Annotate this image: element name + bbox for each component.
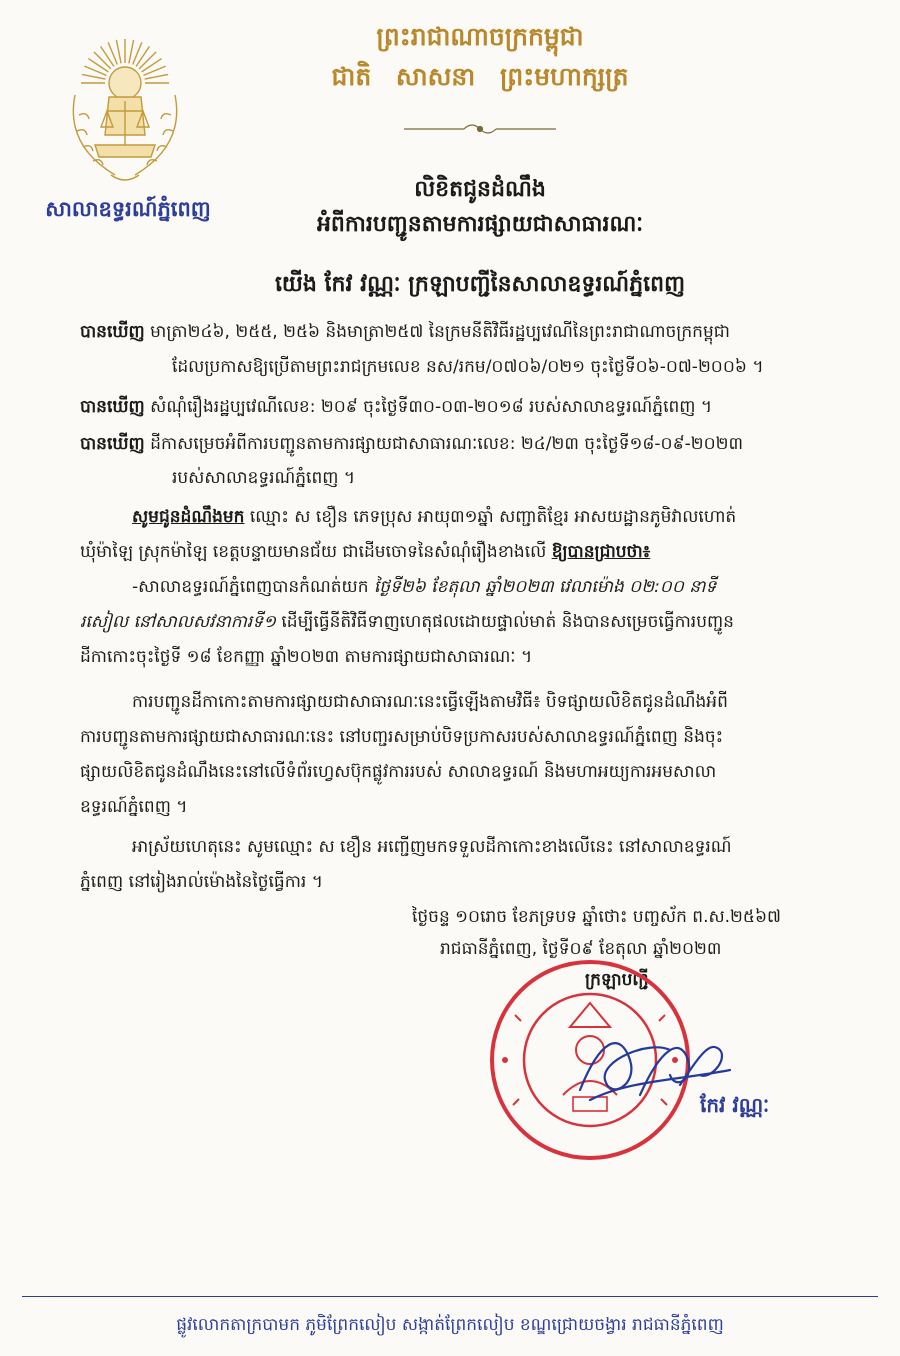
- seen-clause-1: [80, 320, 730, 344]
- document-subtitle: អំពីការបញ្ជូនតាមការផ្សាយជាសាធារណៈ: [316, 212, 644, 237]
- emblem-ray: [129, 40, 134, 64]
- method-line3: ផ្សាយលិខិតជូនដំណឹងនេះនៅលើទំព័រហ្វេសប៊ុកផ្លូវការរបស់ សាលាឧទ្ធរណ៍ និងមហាអយ្យការអមសាលា: [80, 762, 717, 782]
- signer-name: កែវ វណ្ណៈ: [700, 1093, 770, 1117]
- ornament-divider-icon: [400, 118, 560, 140]
- emblem-ray: [84, 66, 106, 75]
- seen-text: មាត្រា២៤៦, ២៥៥, ២៥៦ និងមាត្រា២៥៧ នៃក្រមនីតិវិធីរដ្ឋប្បវេណីនៃព្រះរាជាណាចក្រកម្ពុជា: [144, 322, 730, 342]
- emblem-ray: [133, 42, 142, 64]
- footer-divider: [22, 1296, 878, 1297]
- seen-text: សំណុំរឿងរដ្ឋប្បវេណីលេខ: ២០៩ ចុះថ្ងៃទី៣០-០៣-២០១៨ របស់សាលាឧទ្ធរណ៍ភ្នំពេញ ។: [144, 397, 713, 417]
- emblem-ray: [94, 52, 111, 69]
- notice-text: ឈ្មោះ ស ខឿន ភេទប្រុស អាយុ៣១ឆ្នាំ សញ្ជាតិខ្មែរ អាសយដ្ឋានភូមិវាលហោត់: [244, 507, 737, 527]
- notice-label: សូមជូនដំណឹងមក: [132, 507, 245, 527]
- document-title: លិខិតជូនដំណឹង: [414, 177, 546, 202]
- emblem-ray: [82, 74, 106, 79]
- seen-label: បានឃើញ: [80, 434, 145, 454]
- seen-label: បានឃើញ: [80, 397, 145, 417]
- decision-line1: [132, 575, 716, 599]
- notice-paragraph-line2: [80, 540, 650, 564]
- method-line1: ការបញ្ជូនដីកាកោះតាមការផ្សាយជាសាធារណៈនេះធ្វើឡើងតាមវិធី៖ បិទផ្សាយលិខិតជូនដំណឹងអំពី: [132, 692, 728, 712]
- court-emblem-icon: [55, 35, 195, 195]
- seen-clause-3-cont: របស់សាលាឧទ្ធរណ៍ភ្នំពេញ ។: [172, 468, 356, 488]
- emblem-ray: [142, 59, 162, 72]
- kingdom-heading: ព្រះរាជាណាចក្រកម្ពុជា: [376, 22, 584, 51]
- decision-line3: ដីកាកោះចុះថ្ងៃទី ១៨ ខែកញ្ញា ឆ្នាំ២០២៣ តាមការផ្សាយជាសាធារណៈ ។: [80, 647, 533, 667]
- emblem-ray: [108, 42, 117, 64]
- emblem-ray: [101, 46, 114, 66]
- seen-clause-3: [80, 432, 743, 456]
- seen-label: បានឃើញ: [80, 322, 145, 342]
- closing-line2: ភ្នំពេញ នៅរៀងរាល់ម៉ោងនៃថ្ងៃធ្វើការ ។: [80, 872, 323, 892]
- footer-address: ផ្លូវលោកតាក្របាមក ភូមិព្រែកលៀប សង្កាត់ព្រែកលៀប ខណ្ឌជ្រោយចង្វារ រាជធានីភ្នំពេញ: [176, 1315, 724, 1335]
- signer-title: ក្រឡាបញ្ជី: [585, 970, 649, 990]
- seen-clause-2: [80, 395, 712, 419]
- decision-text: ដើម្បីធ្វើនីតិវិធីទាញហេតុផលដោយផ្ទាល់មាត់ និងបានសម្រេចធ្វើការបញ្ជូន: [276, 612, 734, 632]
- decision-text: -សាលាឧទ្ធរណ៍ភ្នំពេញបានកំណត់យក: [132, 577, 374, 597]
- hearing-room: រសៀល នៅសាលសវនាការទី១: [80, 612, 276, 632]
- closing-line1: អាស្រ័យហេតុនេះ សូមឈ្មោះ ស ខឿន អញ្ជើញមកទទួលដីកាកោះខាងលើនេះ នៅសាលាឧទ្ធរណ៍: [132, 837, 732, 857]
- emblem-ray: [143, 66, 165, 75]
- issuer-line: យើង កែវ វណ្ណៈ ក្រឡាបញ្ជីនៃសាលាឧទ្ធរណ៍ភ្នំពេញ: [274, 272, 686, 297]
- court-name: សាលាឧទ្ធរណ៍ភ្នំពេញ: [45, 197, 211, 221]
- emblem-ray: [136, 46, 149, 66]
- notice-paragraph-line1: [132, 505, 736, 529]
- national-motto: ជាតិ សាសនា ព្រះមហាក្សត្រ: [331, 62, 629, 91]
- emblem-ray: [139, 52, 156, 69]
- seen-text: ដីកាសម្រេចអំពីការបញ្ជូនតាមការផ្សាយជាសាធារណៈលេខ: ២៤/២៣ ចុះថ្ងៃទី១៨-០៩-២០២៣: [144, 434, 744, 454]
- notice-emphasis: ឱ្យបានជ្រាបថា៖: [551, 542, 651, 562]
- method-line2: ការបញ្ជូនតាមការផ្សាយជាសាធារណៈនេះ នៅបញ្ជរសម្រាប់បិទប្រកាសរបស់សាលាឧទ្ធរណ៍ភ្នំពេញ និងចុះ: [80, 727, 724, 747]
- method-line4: ឧទ្ធរណ៍ភ្នំពេញ ។: [80, 797, 188, 817]
- emblem-ray: [88, 59, 108, 72]
- hearing-date: ថ្ងៃទី២៦ ខែតុលា ឆ្នាំ២០២៣ វេលាម៉ោង ០២:០០ នាទី: [373, 577, 717, 597]
- solar-date: រាជធានីភ្នំពេញ, ថ្ងៃទី០៩ ខែតុលា ឆ្នាំ២០២៣: [440, 939, 722, 959]
- emblem-ray: [116, 40, 121, 64]
- seen-clause-1-cont: ដែលប្រកាសឱ្យប្រើតាមព្រះរាជក្រមលេខ នស/រកម/០៧០៦/០២១ ចុះថ្ងៃទី០៦-០៧-២០០៦ ។: [172, 357, 764, 377]
- emblem-ray: [145, 74, 169, 79]
- lunar-date: ថ្ងៃចន្ទ ១០រោច ខែភទ្របទ ឆ្នាំថោះ បញ្ចស័ក ព.ស.២៥៦៧: [412, 907, 781, 927]
- notice-text: ឃុំម៉ាឡៃ ស្រុកម៉ាឡៃ ខេត្តបន្ទាយមានជ័យ ជាដើមចោទនៃសំណុំរឿងខាងលើ: [80, 542, 552, 562]
- decision-line2: [80, 610, 734, 634]
